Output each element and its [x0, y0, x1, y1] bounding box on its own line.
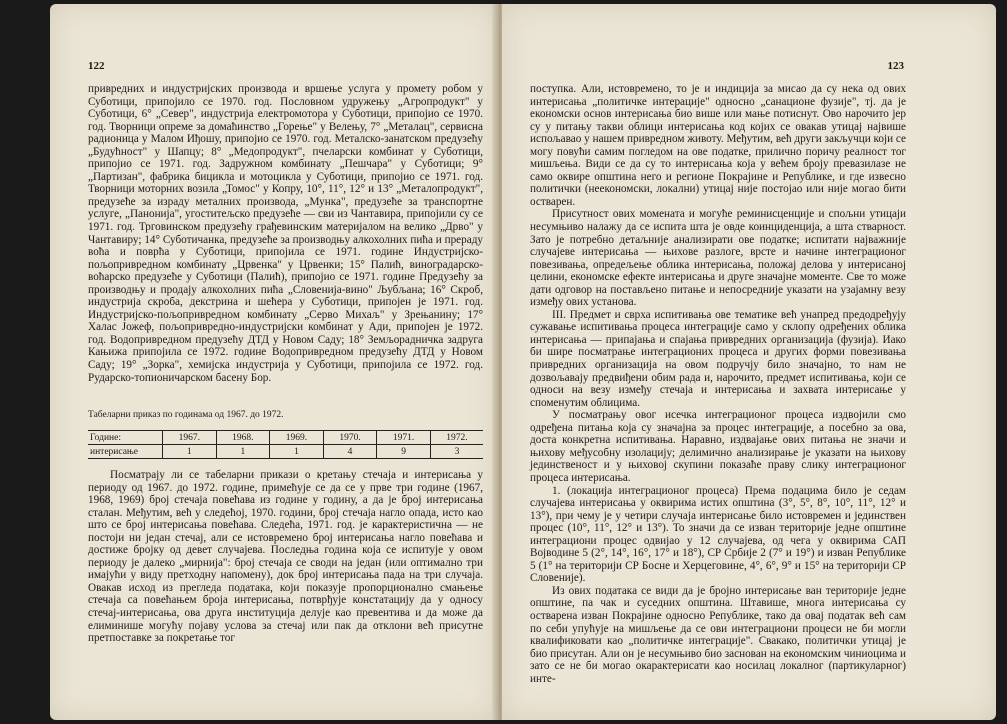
table-header-row	[88, 431, 483, 445]
right-page	[502, 4, 996, 720]
paragraph: поступка. Али, истовремено, то је и индиција за мисао да су нека од ових интерисања „политичке интерације" односно „санационе фузије", тј. да је економски основ интерисања био више или мање потиснут. Ово нарочито јер су у питању такви облици интерисања код којих се овакав утицај највише испољавао у нашем привредном животу. Међутим, већ други закључци који се могу повући самим погледом на ове податке, прилично поричу реалност тог мишљења. Види се да су то интерисања која у већем броју превазилазе не само оквире општина него и регионе Покрајине и Републике, и где извесно политички (неекономски, локални) утицај није постојао или није могао бити остварен.	[530, 83, 906, 208]
table-year: 1971.	[377, 431, 431, 445]
page-number-right: 123	[887, 60, 904, 72]
paragraph: Из ових података се види да је бројно интерисање ван територије једне општине, па чак и суседних општина. Штавише, многа интерисања су остварена изван Покрајине односно Републике, тако да овај податак већ сам по себи упућује на мишљење да се ови интеграциони процеси не би могли квалификовати као „политичке интеграције". Свакако, политички утицај је био присутан. Али он је несумњиво био заснован на економским чиниоцима и зато се не би могао окарактерисати као носилац локалног (партикуларног) инте-	[530, 584, 906, 685]
table-cell: 3	[430, 445, 483, 459]
years-table	[88, 430, 483, 459]
table-year: 1968.	[216, 431, 270, 445]
left-lower-text	[88, 469, 483, 645]
paragraph: Присутност ових момената и могуће реминисценције и спољни утицаји несумњиво налажу да се испита шта је овде коинциденција, а шта стварност. Зато је потребно детаљније анализирати ове податке; испитати најважније случајеве интерисања — њихове разлоге, врсте и начине интеграционог повезивања, опредељење облика интерисања, положај делова у интерисаној целини, економске ефекте интерисања и друге значајне моменте. Све то може дати одговор на постављено питање и непосредније указати на узајамну везу између ових установа.	[530, 208, 906, 309]
left-upper-text	[88, 83, 483, 384]
paragraph: привредних и индустријских производа и вршење услуга у промету робом у Суботици, припојило се 1970. год. Пословном удружењу „Агропродукт" у Суботици, 6° „Север", индустрија електромотора у Суботици, припојио се 1970. год. Творници опреме за домаћинство „Горење" у Велењу, 7° „Металац", сервисна радионица у Малом Иђошу, припојио се 1970. год. Металско-занатском предузећу „Будућност" у Шапцу; 8° „Медопродукт", пчеларски комбинат у Суботици, припојио се 1971. год. Задружном комбинату „Пешчара" у Суботици; 9° „Партизан", фабрика бицикла и мотоцикла у Суботици, припојио се 1971. год. Творници моторних возила „Томос" у Копру, 10°, 11°, 12° и 13° „Металопродукт", предузеће за израду металних производа, „Мунка", предузеће за транспортне услуге, „Панонија", угоститељско предузеће — сви из Чантавира, припојили су се 1971. год. Трговинском предузећу грађевинским материјалом на велико „Дрво" у Чантавиру; 14° Суботичанка, предузеће за производњу алкохолних пића и прераду воћа и поврћа у Суботици, припојила се 1971. године Индустријско-пољопривредном комбинату „Црвенка" у Црвенки; 15° Палић, виноградарско-воћарско предузеће у Суботици (Палић), припојио се 1971. године Предузећу за производњу и продају алкохолних пића „Словенија-вино" Љубљана; 16° Скроб, индустрија скроба, декстрина и шећера у Суботици, припојен је 1971. год. Индустријско-пољопривредном комбинату „Серво Михаљ" у Зрењанину; 17° Халас Јожеф, пољопривредно-индустријски комбинат у Ади, припојен је 1972. год. Водопривредном предузећу ДТД у Новом Саду; 18° Земљорадничка задруга Кањижа припојила се 1972. године Водопривредном предузећу ДТД у Новом Саду; 19° „Зорка", хемијска индустрија у Суботици, припојила се 1972. год. Рударско-топионичарском басену Бор.	[88, 83, 483, 384]
paragraph: У посматрању овог исечка интеграционог процеса издвојили смо одређена питања која су значајна за процес интеграције, а посебно за ова, доста конкретна испитивања. Наравно, издвајање ових питања не значи и њихову међусобну изолацију; делимично анализирање је указати на њихову јединственост и у њиховој скупини показаће праву слику интеграционог процеса интерисања.	[530, 409, 906, 484]
table-year: 1969.	[270, 431, 324, 445]
right-text	[530, 83, 906, 685]
table-caption: Табеларни приказ по годинама од 1967. до 1972.	[88, 410, 284, 420]
paragraph: Посматрају ли се табеларни прикази о кретању стечаја и интерисања у периоду од 1967. до 1972. године, примећује се да се у прве три године (1967, 1968, 1969) број стечаја повећава из године у годину, а да је број интерисања сталан. Међутим, већ у следећој, 1970. години, број стечаја нагло опада, исто као што се број интерисања повећава. Следећа, 1971. год. је карактеристична — не постоји ни један стечај, али се истовремено број интерисања нагло повећава и достиже бројку од девет случајева. Последња година која се испитује у овом периоду је далеко „мирнија": број стечаја се своди на један (или оптимално три имајући у виду претходну напомену), док број интерисања пада на три случаја. Овакав исход из прегледа података, који показује пропорционално смањење стечаја са повећањем броја интерисања, потврђује констатацију да у односу стечај-интерисања, ова друга институција делује као превентива и да може да елиминише могућу појаву услова за стечај или пак да отклони већ присутне претпоставке за покретање тог	[88, 469, 483, 645]
table-cell: 1	[163, 445, 217, 459]
table-cell: 4	[323, 445, 377, 459]
table-cell: 1	[216, 445, 270, 459]
table-row	[88, 445, 483, 459]
table-year: 1970.	[323, 431, 377, 445]
table-cell: 1	[270, 445, 324, 459]
page-number-left: 122	[88, 60, 105, 72]
table-row-label: интерисање	[90, 446, 139, 457]
table-cell: 9	[377, 445, 431, 459]
left-page	[50, 4, 497, 720]
paragraph: III. Предмет и сврха испитивања ове тематике већ унапред предодређују сужавање испитивања процеса интеграције само у склопу одређених облика интерисања — припајања и спајања привредних организација (фузија). Иако би шире посматрање интеграционих процеса и других форми повезивања привредних организација на овом подручју било значајно, то нам не дозвољавају предвиђени обим рада и, нарочито, предмет испитивања, који се односи на везу између стечаја и интерисања и захвата интерисање у споменутим облицима.	[530, 308, 906, 409]
paragraph: 1. (локација интеграционог процеса) Према подацима било је седам случајева интерисања у оквирима истих општина (3°, 5°, 8°, 10°, 11°, 12° и 13°), при чему је у четири случаја интерисање било истовремен и јединствен процес (10°, 11°, 12° и 13°). То значи да се изван територије једне општине интеграциони процес одвијао у 12 случајева, од чега у оквирима САП Војводине 5 (2°, 14°, 16°, 17° и 18°), СР Србије 2 (7° и 19°) и изван Републике 5 (1° на територији СР Босне и Херцеговине, 4°, 6°, 9° и 15° на територији СР Словеније).	[530, 484, 906, 585]
table-year: 1972.	[430, 431, 483, 445]
table-header-label: Године:	[88, 431, 163, 445]
table-year: 1967.	[163, 431, 217, 445]
